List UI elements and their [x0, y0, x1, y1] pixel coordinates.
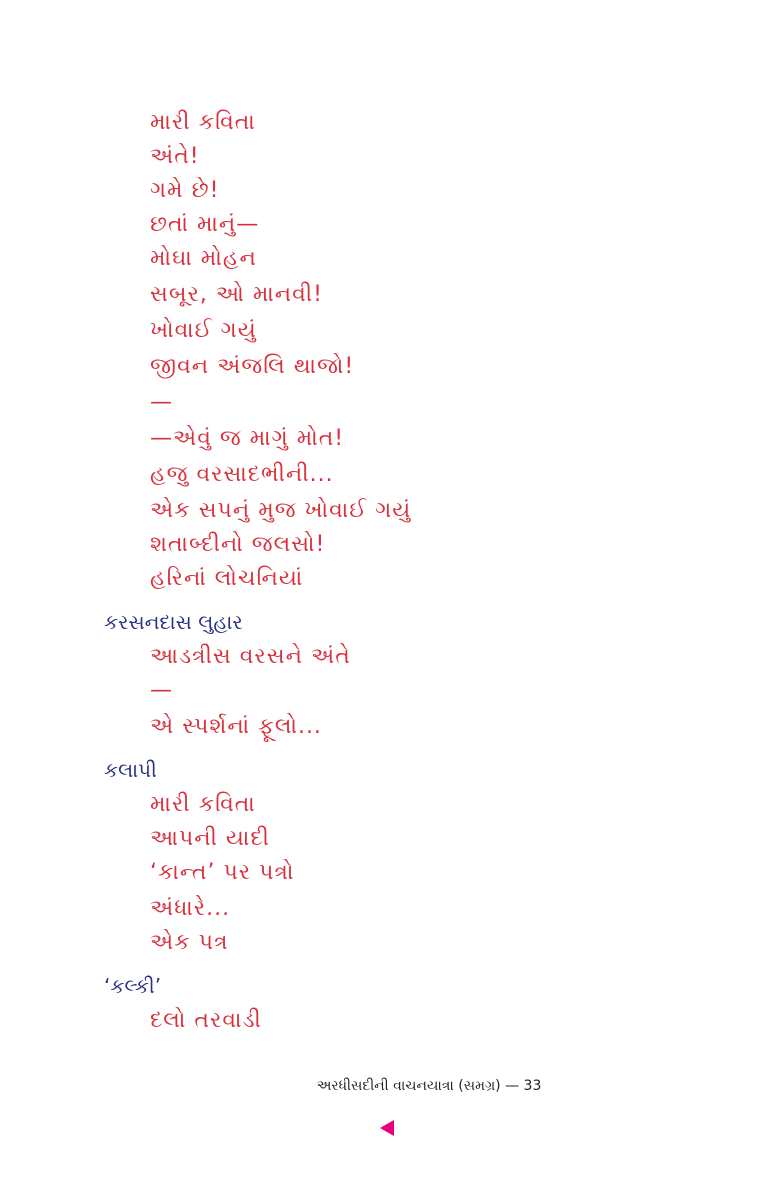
toc-entry[interactable]: —એવું જ માગું મોત! [150, 426, 345, 451]
toc-entry[interactable]: એક સપનું મુજ ખોવાઈ ગયું [150, 498, 412, 523]
page-footer [0, 1078, 776, 1094]
toc-entry[interactable]: આપની યાદી [150, 826, 270, 851]
toc-entry[interactable]: — [150, 390, 173, 415]
author-heading: કરસનદાસ લુહાર [104, 610, 243, 634]
toc-entry[interactable]: અંતે! [150, 144, 200, 169]
author-heading: ‘કલ્કી’ [104, 974, 162, 998]
toc-entry[interactable]: — [150, 678, 173, 703]
toc-entry[interactable]: સબૂર, ઓ માનવી! [150, 282, 323, 307]
toc-entry[interactable]: ખોવાઈ ગયું [150, 318, 257, 343]
toc-entry[interactable]: દલો તરવાડી [150, 1008, 262, 1033]
toc-entry[interactable]: એ સ્પર્શનાં ફૂલો... [150, 714, 322, 739]
footer-text: અરધીસદીની વાચનયાત્રા (સમગ્ર) — 33 [316, 1078, 542, 1094]
toc-entry[interactable]: હજુ વરસાદભીની... [150, 462, 334, 487]
toc-entry[interactable]: આડત્રીસ વરસને અંતે [150, 644, 351, 669]
toc-entry[interactable]: ‘કાન્ત’ પર પત્રો [150, 860, 295, 885]
toc-entry[interactable]: મારી કવિતા [150, 110, 256, 135]
toc-entry[interactable]: જીવન અંજલિ થાજો! [150, 354, 355, 379]
toc-entry[interactable]: મારી કવિતા [150, 792, 256, 817]
prev-page-arrow-icon[interactable] [380, 1120, 394, 1136]
toc-entry[interactable]: હરિનાં લોચનિયાં [150, 566, 304, 591]
toc-entry[interactable]: મોઘા મોહન [150, 246, 257, 271]
toc-entry[interactable]: છતાં માનું— [150, 212, 260, 237]
toc-entry[interactable]: ગમે છે! [150, 178, 220, 203]
toc-entry[interactable]: અંધારે... [150, 896, 231, 921]
toc-entry[interactable]: એક પત્ર [150, 930, 229, 955]
author-heading: કલાપી [104, 758, 157, 782]
toc-entry[interactable]: શતાબ્દીનો જલસો! [150, 532, 326, 557]
